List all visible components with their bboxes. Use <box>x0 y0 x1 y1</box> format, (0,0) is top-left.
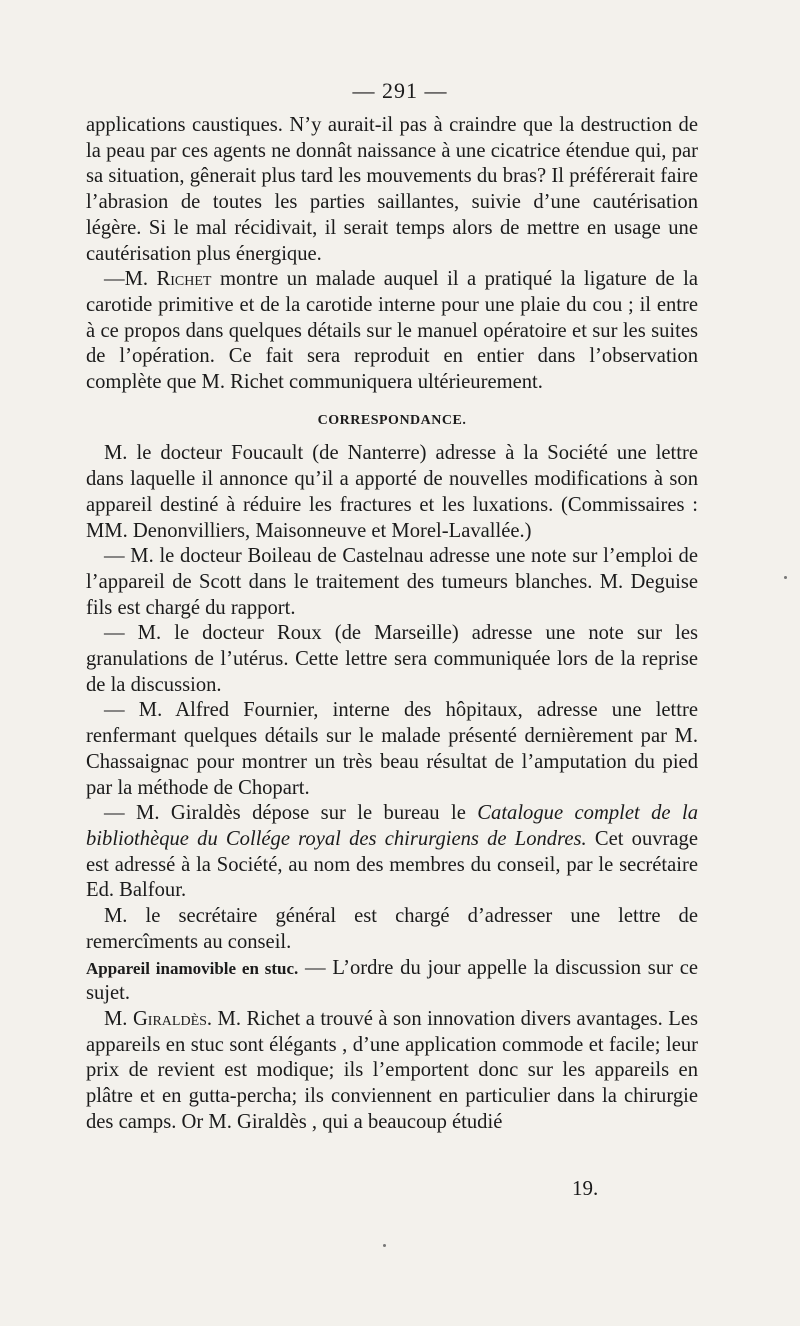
paragraph-appareil-stuc: Appareil inamovible en stuc. — L’ordre du jour appelle la discussion sur ce sujet. <box>86 956 699 1005</box>
paragraph-caustic: applications caustiques. N’y aurait-il pas à craindre que la destruction de la peau par ces agents ne donnât naissance à une cicatrice étendue qui, par sa situation, gênerait plus tard les mouvements du bras? Il préférerait faire l’abrasion de toutes les parties saillantes, suivie d’une cautérisation légère. Si le mal récidivait, il serait temps alors de mettre en usage une cautérisation plus énergique. <box>86 114 698 265</box>
paragraph-roux: — M. le docteur Roux (de Marseille) adresse une note sur les granulations de l’utérus. Cette lettre sera communiquée lors de la reprise de la discussion. <box>86 622 698 696</box>
signature-mark: 19. <box>572 1176 599 1200</box>
paragraph-secretaire: M. le secrétaire général est chargé d’adresser une lettre de remercîments au conseil. <box>86 905 698 953</box>
page-number: — 291 — <box>352 78 448 103</box>
paragraph-giraldes-discussion: M. Giraldès. M. Richet a trouvé à son innovation divers avantages. Les appareils en stuc sont élégants , d’une application commode et facile; leur prix de revient est modique; ils l’emportent donc sur les appareils en plâtre et en gutta-percha; ils conviennent en particulier dans la chirurgie des camps. Or M. Giraldès , qui a beaucoup étudié <box>86 1007 698 1133</box>
paragraph-giraldes-catalogue: — M. Giraldès dépose sur le bureau le Catalogue complet de la bibliothèque du Collége royal des chirurgiens de Londres. Cet ouvrage est adressé à la Société, au nom des membres du conseil, par le secrétaire Ed. Balfour. <box>86 802 698 902</box>
catalogue-title: Catalogue complet de la bibliothèque du Collége royal des chirurgiens de Londres. <box>86 802 698 850</box>
paragraph-boileau: — M. le docteur Boileau de Castelnau adresse une note sur l’emploi de l’appareil de Scott dans le traitement des tumeurs blanches. M. Deguise fils est chargé du rapport. <box>86 545 698 619</box>
paragraph-fournier: — M. Alfred Fournier, interne des hôpitaux, adresse une lettre renfermant quelques détails sur le malade présenté dernièrement par M. Chassaignac pour montrer un très beau résultat de l’amputation du pied par la méthode de Chopart. <box>86 699 698 799</box>
name-richet: Richet <box>156 268 212 291</box>
section-heading-stuc: Appareil inamovible en stuc. <box>86 958 299 978</box>
paragraph-richet: —M. Richet montre un malade auquel il a pratiqué la ligature de la carotide primitive et de la carotide interne pour une plaie du cou ; il entre à ce propos dans quelques détails sur le manuel opératoire et sur les suites de l’opération. Ce fait sera reproduit en entier dans l’observation complète que M. Richet communiquera ultérieurement. <box>86 268 699 394</box>
body-text <box>86 113 698 1135</box>
paper-speck <box>784 576 787 579</box>
name-giraldes: Giraldès <box>132 1007 207 1030</box>
paragraph-foucault: M. le docteur Foucault (de Nanterre) adresse à la Société une lettre dans laquelle il annonce qu’il a apporté de nouvelles modifications à son appareil destiné à réduire les fractures et les luxations. (Commissaires : MM. Denonvilliers, Maisonneuve et Morel-Lavallée.) <box>86 442 698 542</box>
paper-speck <box>383 1244 386 1247</box>
section-title: CORRESPONDANCE. <box>317 412 467 428</box>
